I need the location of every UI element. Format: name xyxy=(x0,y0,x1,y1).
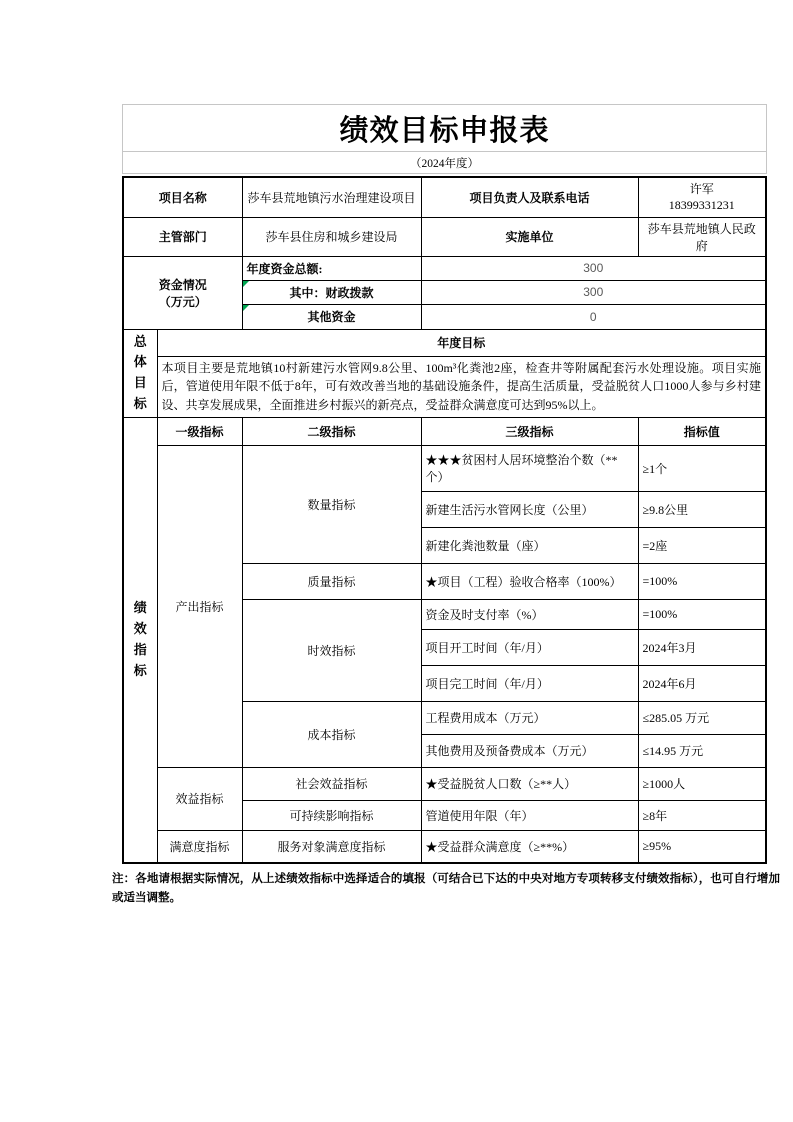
table-row xyxy=(123,830,766,863)
indicator-value: =2座 xyxy=(638,527,766,563)
level2-quality: 质量指标 xyxy=(242,563,421,599)
indicator-name: 管道使用年限（年） xyxy=(421,800,638,830)
footnote: 注：各地请根据实际情况，从上述绩效指标中选择适合的填报（可结合已下达的中央对地方专项转移支付绩效指标），也可自行增加或适当调整。 xyxy=(112,873,780,905)
dept-label: 主管部门 xyxy=(123,217,242,256)
funding-other-label: 其他资金 xyxy=(242,304,421,329)
funding-label-line2: （万元） xyxy=(158,294,207,309)
indicator-value: ≥9.8公里 xyxy=(638,491,766,527)
level1-benefit: 效益指标 xyxy=(157,767,242,830)
indicators-side-label: 绩效指标 xyxy=(123,417,157,863)
indicator-name: 工程费用成本（万元） xyxy=(421,701,638,734)
dept-value: 莎车县住房和城乡建设局 xyxy=(242,217,421,256)
header-level1: 一级指标 xyxy=(157,417,242,445)
funding-label xyxy=(123,256,242,329)
annual-goal-header: 年度目标 xyxy=(157,329,766,356)
indicator-value: ≤14.95 万元 xyxy=(638,734,766,767)
unit-label: 实施单位 xyxy=(421,217,638,256)
funding-fiscal-value: 300 xyxy=(421,280,766,304)
level2-sustain: 可持续影响指标 xyxy=(242,800,421,830)
indicator-name: 项目开工时间（年/月） xyxy=(421,629,638,665)
table-row xyxy=(123,217,766,256)
funding-label-line1: 资金情况 xyxy=(158,277,207,292)
indicator-value: 2024年6月 xyxy=(638,665,766,701)
indicator-name: ★受益脱贫人口数（≥**人） xyxy=(421,767,638,800)
indicator-name: 其他费用及预备费成本（万元） xyxy=(421,734,638,767)
indicator-name: ★项目（工程）验收合格率（100%） xyxy=(421,563,638,599)
indicator-value: =100% xyxy=(638,599,766,629)
form-title: 绩效目标申报表 xyxy=(122,104,767,152)
table-row xyxy=(123,356,766,417)
contact-name: 许军 xyxy=(689,182,714,197)
funding-other-value: 0 xyxy=(421,304,766,329)
form-subtitle: （2024年度） xyxy=(122,152,767,174)
header-value: 指标值 xyxy=(638,417,766,445)
indicator-name: 项目完工时间（年/月） xyxy=(421,665,638,701)
indicator-value: ≥95% xyxy=(638,830,766,863)
level2-service-satisfaction: 服务对象满意度指标 xyxy=(242,830,421,863)
indicator-name: 资金及时支付率（%） xyxy=(421,599,638,629)
funding-fiscal-label: 其中：财政拨款 xyxy=(242,280,421,304)
header-level3: 三级指标 xyxy=(421,417,638,445)
project-name-value: 莎车县荒地镇污水治理建设项目 xyxy=(242,177,421,217)
indicator-value: =100% xyxy=(638,563,766,599)
level2-timeliness: 时效指标 xyxy=(242,599,421,701)
table-row xyxy=(123,445,766,491)
contact-cell xyxy=(638,177,766,217)
funding-total-label: 年度资金总额: xyxy=(242,256,421,280)
indicator-value: ≤285.05 万元 xyxy=(638,701,766,734)
level2-social-benefit: 社会效益指标 xyxy=(242,767,421,800)
table-row xyxy=(123,417,766,445)
table-row xyxy=(123,177,766,217)
indicator-name: ★★★贫困村人居环境整治个数（**个） xyxy=(421,445,638,491)
level1-output: 产出指标 xyxy=(157,445,242,767)
table-row xyxy=(123,767,766,800)
table-row xyxy=(123,256,766,280)
level2-cost: 成本指标 xyxy=(242,701,421,767)
level2-quantity: 数量指标 xyxy=(242,445,421,563)
indicator-value: ≥8年 xyxy=(638,800,766,830)
indicator-name: 新建化粪池数量（座） xyxy=(421,527,638,563)
overall-goal-side-label: 总体目标 xyxy=(123,329,157,417)
indicator-value: ≥1000人 xyxy=(638,767,766,800)
declaration-table xyxy=(122,176,767,864)
project-name-label: 项目名称 xyxy=(123,177,242,217)
header-level2: 二级指标 xyxy=(242,417,421,445)
annual-goal-text: 本项目主要是荒地镇10村新建污水管网9.8公里、100m³化粪池2座，检查井等附属配套污水处理设施。项目实施后，管道使用年限不低于8年，可有效改善当地的基础设施条件，提高生活质量，受益脱贫人口1000人参与乡村建设、共享发展成果，全面推进乡村振兴的新亮点，受益群众满意度可达到95%以上。 xyxy=(157,356,766,417)
table-row xyxy=(123,329,766,356)
indicator-value: 2024年3月 xyxy=(638,629,766,665)
indicator-name: 新建生活污水管网长度（公里） xyxy=(421,491,638,527)
indicator-name: ★受益群众满意度（≥**%） xyxy=(421,830,638,863)
unit-value: 莎车县荒地镇人民政府 xyxy=(638,217,766,256)
funding-total-value: 300 xyxy=(421,256,766,280)
indicator-value: ≥1个 xyxy=(638,445,766,491)
level1-satisfaction: 满意度指标 xyxy=(157,830,242,863)
contact-phone: 18399331231 xyxy=(668,198,735,213)
leader-label: 项目负责人及联系电话 xyxy=(421,177,638,217)
declaration-form-sheet xyxy=(112,104,780,908)
